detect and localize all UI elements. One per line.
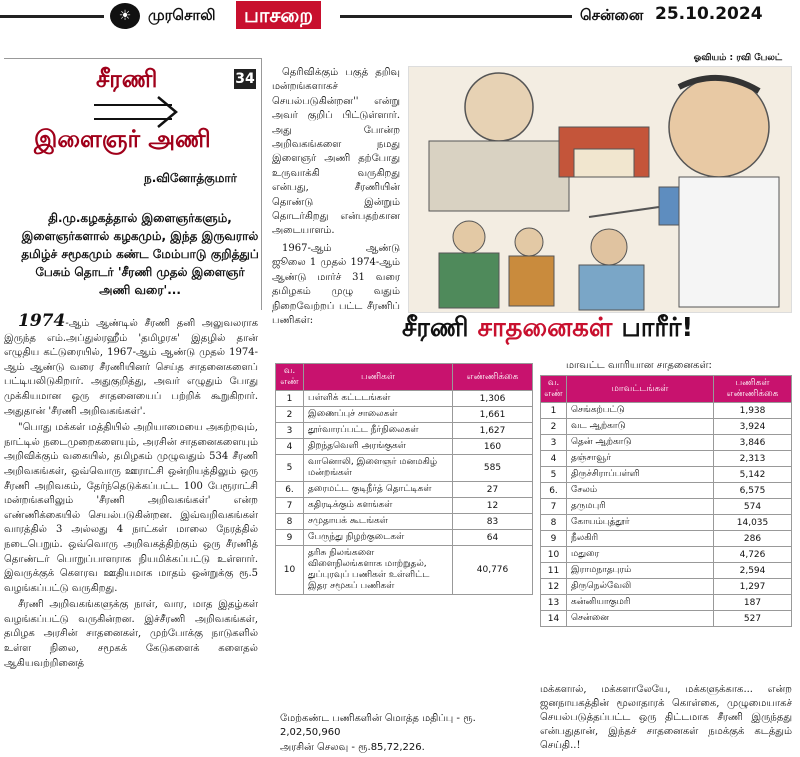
table-cell: திருச்சிராப்பள்ளி — [567, 467, 714, 483]
table-row — [541, 419, 792, 435]
table-cell: 10 — [541, 547, 567, 563]
table-header: வ. எண் — [276, 364, 304, 391]
table-cell: 8 — [541, 515, 567, 531]
table-cell: 7 — [276, 498, 304, 514]
article-paragraph: 1967-ஆம் ஆண்டு ஜூலை 1 முதல் 1974-ஆம் ஆண்டு மார்ச் 31 வரை தமிழகம் முழு வதும் நிறைவேற்றப் பட்ட சீரணிப் பணிகள்: — [272, 242, 400, 326]
table-row — [541, 515, 792, 531]
series-title-line2: இளைஞர் அணி — [34, 125, 211, 153]
table-row — [276, 423, 533, 439]
headline-part3: பாரீர்! — [621, 313, 694, 343]
district-table-caption: மாவட்ட வாரியான சாதனைகள்: — [566, 360, 712, 371]
table-row — [541, 611, 792, 627]
table-cell: பள்ளிக் கட்டடங்கள் — [304, 391, 453, 407]
supplement-title: பாசறை — [236, 1, 321, 29]
table-cell: 1,306 — [453, 391, 533, 407]
illustration-credit: ஓவியம் : ரவி பேலட் — [693, 53, 782, 63]
table-cell: தரைமட்ட குடிநீர்த் தொட்டிகள் — [304, 482, 453, 498]
table-cell: 286 — [714, 531, 792, 547]
district-table — [540, 375, 792, 627]
table-cell: 40,776 — [453, 546, 533, 595]
table-row — [541, 403, 792, 419]
table-cell: 1,938 — [714, 403, 792, 419]
table-cell: இராமநாதபுரம் — [567, 563, 714, 579]
illustration-drawing — [409, 67, 792, 313]
table-row — [541, 595, 792, 611]
article-paragraph — [4, 311, 258, 419]
table-cell: 2,594 — [714, 563, 792, 579]
article-body-left — [4, 311, 258, 673]
illustration — [408, 66, 792, 313]
table-cell: 9 — [541, 531, 567, 547]
table-row — [541, 451, 792, 467]
table-cell: செங்கற்பட்டு — [567, 403, 714, 419]
table-cell: கன்னியாகுமரி — [567, 595, 714, 611]
article-paragraph: தெரிவிக்கும் பகுத் தறிவு மன்றங்களாகச் செயல்படுகின்றன'' என்று அவர் குறிப் பிட்டுள்ளார். அது போன்ற அறிவகங்களை நமது இளைஞர் அணி தற்போது உருவாக்கி வருகிறது என்பது, சீரணியின் தொண்டு இன்றும் தொடர்கிறது என்பதற்கான அடையாளம். — [272, 67, 400, 237]
table-cell: 5 — [276, 455, 304, 482]
table-cell: 5 — [541, 467, 567, 483]
deck-text: தி.மு.கழகத்தால் இளைஞர்களும், இளைஞர்களால் கழகமும், இந்த இருவரால் தமிழ்ச் சமூகமும் கண்ட மேம்பாடு குறித்துப் பேசும் தொடர் 'சீரணி முதல் இளைஞர் அணி வரை'... — [21, 211, 259, 297]
table-cell: நீலகிரி — [567, 531, 714, 547]
table-row — [541, 563, 792, 579]
episode-number: 34 — [235, 71, 255, 87]
headline-part2: சாதனைகள் — [477, 313, 613, 343]
table-row — [276, 455, 533, 482]
table-row — [276, 514, 533, 530]
table-row — [276, 546, 533, 595]
table-cell: மதுரை — [567, 547, 714, 563]
table-cell: தஞ்சாவூர் — [567, 451, 714, 467]
closing-paragraph: மக்களால், மக்களாலேயே, மக்களுக்காக... என்ற ஜனநாயகத்தின் மூலாதாரக் கொள்கை, முழுமையாகச் செயல்படுத்தப்பட்ட ஒரு திட்டமாக சீரணி இருந்தது என்பதுதான், இந்தச் சாதனைகள் நமக்குக் கடத்தும் செய்தி..! — [540, 684, 792, 751]
series-title-line1: சீரணி — [96, 65, 158, 93]
table-cell: தரிசு நிலங்களை விளைநிலங்களாக மாற்றுதல், துப்புரவுப் பணிகள் உள்ளிட்ட இதர சமூகப் பணிகள் — [304, 546, 453, 595]
table-row — [541, 579, 792, 595]
table-cell: 3 — [276, 423, 304, 439]
table-cell: கோயம்புத்தூர் — [567, 515, 714, 531]
table-cell: பேருந்து நிழற்குடைகள் — [304, 530, 453, 546]
govt-expense: அரசின் செலவு - ரூ.85,72,226. — [280, 742, 425, 753]
masthead-rule-right — [340, 15, 572, 18]
table-cell: 27 — [453, 482, 533, 498]
table-cell: 13 — [541, 595, 567, 611]
table-row — [541, 483, 792, 499]
table-cell: வானொலி, இளைஞர் மனமகிழ் மன்றங்கள் — [304, 455, 453, 482]
table-cell: 83 — [453, 514, 533, 530]
table-cell: 527 — [714, 611, 792, 627]
table-row — [276, 407, 533, 423]
table-cell: 574 — [714, 499, 792, 515]
table-row — [276, 391, 533, 407]
sun-logo-icon: ☀ — [110, 3, 140, 29]
total-value: மேற்கண்ட பணிகளின் மொத்த மதிப்பு - ரூ. 2,02,50,960 — [280, 713, 476, 738]
table-cell: 2 — [541, 419, 567, 435]
series-title-box — [4, 58, 262, 310]
author-byline: ந.வினோத்குமார் — [144, 171, 237, 185]
table-row — [276, 482, 533, 498]
table-cell: 3 — [541, 435, 567, 451]
table-cell: திறந்தவெளி அரங்குகள் — [304, 439, 453, 455]
table-cell: வட ஆற்காடு — [567, 419, 714, 435]
table-cell: 1,627 — [453, 423, 533, 439]
table-cell: சேலம் — [567, 483, 714, 499]
table-cell: 5,142 — [714, 467, 792, 483]
table-cell: 160 — [453, 439, 533, 455]
table-cell: கதிரடிக்கும் களங்கள் — [304, 498, 453, 514]
table-row — [541, 547, 792, 563]
table-cell: 2,313 — [714, 451, 792, 467]
table-cell: 1,297 — [714, 579, 792, 595]
table-cell: 10 — [276, 546, 304, 595]
table-cell: 3,846 — [714, 435, 792, 451]
headline — [402, 313, 693, 346]
table-row — [541, 435, 792, 451]
table-row — [541, 499, 792, 515]
lead-text: -ஆம் ஆண்டில் சீரணி தனி அலுவலராக இருந்த எம்.அப்துல்ரஹீம் 'தமிழரசு' இதழில் தான் எழுதிய கட்டுரையில், 1967-ஆம் ஆண்டு முதல் 1974-ஆம் ஆண்டு வரை சீரணியினர் செய்த சாதனைகளைப் பட்டியலிடுகிறார். அதுகுறித்து, அவர் எழுதும் போது முக்கியமான ஒரு சாதனையைப் பற்றிக் கூறுகிறார். அதுதான் 'சீரணி அறிவகங்கள்'. — [4, 318, 258, 417]
table-cell: 12 — [453, 498, 533, 514]
table-cell: 11 — [541, 563, 567, 579]
table-cell: 4 — [276, 439, 304, 455]
table-cell: 6. — [276, 482, 304, 498]
table-cell: 3,924 — [714, 419, 792, 435]
table-cell: சமுதாயக் கூடங்கள் — [304, 514, 453, 530]
table-cell: 585 — [453, 455, 533, 482]
table-header: பணிகள் எண்ணிக்கை — [714, 376, 792, 403]
table-cell: 187 — [714, 595, 792, 611]
works-table — [275, 363, 533, 595]
table-cell: 6,575 — [714, 483, 792, 499]
masthead — [0, 0, 800, 32]
table-cell: 9 — [276, 530, 304, 546]
table-cell: 6. — [541, 483, 567, 499]
table-cell: 4 — [541, 451, 567, 467]
table-cell: 14,035 — [714, 515, 792, 531]
table-cell: சென்னை — [567, 611, 714, 627]
table-cell: 8 — [276, 514, 304, 530]
table-cell: 1,661 — [453, 407, 533, 423]
table-cell: 12 — [541, 579, 567, 595]
table-row — [541, 531, 792, 547]
table-cell: தருமபுரி — [567, 499, 714, 515]
table-cell: 64 — [453, 530, 533, 546]
table-cell: இணைப்புச் சாலைகள் — [304, 407, 453, 423]
table-cell: 14 — [541, 611, 567, 627]
table-row — [541, 467, 792, 483]
article-paragraph: சீரணி அறிவகங்களுக்கு நாள், வார, மாத இதழ்கள் வழங்கப்பட்டு வருகின்றன. இச்சீரணி அறிவகங்கள், தமிழக அரசின் சாதனைகள், முற்போக்கு நாடுகளில் உள்ள நிலை, சமூகக் கேடுகளைக் களைதல் ஆகியவற்றினைத் — [4, 599, 258, 669]
table-header: மாவட்டங்கள் — [567, 376, 714, 403]
table-row — [276, 498, 533, 514]
table-cell: 1 — [541, 403, 567, 419]
table-row — [276, 439, 533, 455]
table-cell: திருநெல்வேலி — [567, 579, 714, 595]
table-row — [276, 530, 533, 546]
table-cell: தென் ஆற்காடு — [567, 435, 714, 451]
newspaper-brand: முரசொலி — [148, 6, 216, 24]
table-cell: தூர்வாரப்பட்ட நீர்நிலைகள் — [304, 423, 453, 439]
table-header: வ. எண் — [541, 376, 567, 403]
table-cell: 7 — [541, 499, 567, 515]
masthead-date: 25.10.2024 — [655, 4, 763, 24]
table-cell: 4,726 — [714, 547, 792, 563]
table-cell: 2 — [276, 407, 304, 423]
table-header: பணிகள் — [304, 364, 453, 391]
headline-part1: சீரணி — [402, 313, 469, 343]
lead-year: 1974 — [18, 311, 66, 331]
table-header: எண்ணிக்கை — [453, 364, 533, 391]
article-body-middle — [272, 66, 400, 331]
article-paragraph: "பொது மக்கள் மத்தியில் அறியாமையை அகற்றவும், நாட்டில் நடைமுறைகளையும், அரசின் சாதனைகளையும் அறிவிக்கும் வகையில், தமிழகம் முழுவதும் 534 சீரணி அறிவகங்கள், ஒவ்வொரு ஊராட்சி ஒன்றியத்திலும் ஒரு சீரணி அறிவகம், தேர்ந்தெடுக்கப்பட்ட 100 பேரூராட்சி மன்றங்களிலும் 'சீரணி அறிவகங்கள்' என்ற எண்ணிக்கையில் செயல்படுகின்றன. இவ்வறிவகங்கள் வாரத்தில் 3 அல்லது 4 நாட்கள் மாலை நேரத்தில் நடைபெறும். ஒவ்வொரு அறிவகத்திற்கும் ஒரு சீரணித் தொண்டர் பொறுப்பாளராக நியமிக்கப்பட்டு உள்ளார். இவருக்குக் கௌரவ ஊதியமாக மாதம் ஒன்றுக்கு ரூ.5 வழங்கப்பட்டு வருகிறது. — [4, 422, 258, 594]
masthead-rule-left — [0, 15, 104, 18]
table-cell: 1 — [276, 391, 304, 407]
masthead-city: சென்னை — [580, 6, 644, 24]
